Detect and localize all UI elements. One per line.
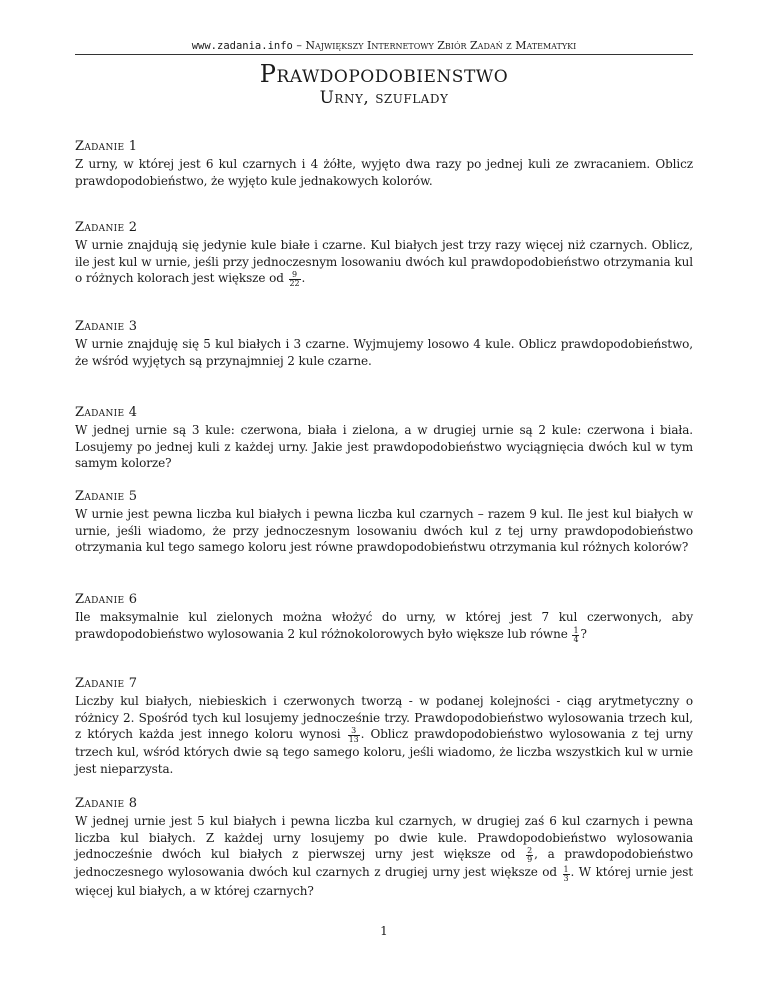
problem-heading: Zadanie 4 bbox=[75, 405, 138, 420]
problem-text-content: Z urny, w której jest 6 kul czarnych i 4 żółte, wyjęto dwa razy po jednej kuli ze zwracaniem. Oblicz prawdopodobieństwo, że wyjęto kule jednakowych kolorów. bbox=[75, 157, 693, 188]
fraction-numerator: 2 bbox=[527, 846, 533, 856]
fraction bbox=[348, 727, 360, 744]
fraction-denominator: 13 bbox=[348, 735, 359, 745]
problem-text bbox=[75, 506, 693, 556]
problem-5 bbox=[75, 489, 693, 556]
problem-text bbox=[75, 422, 693, 472]
problem-1 bbox=[75, 139, 693, 189]
header-tagline: Największy Internetowy Zbiór Zadań z Matematyki bbox=[305, 39, 577, 52]
problem-text bbox=[75, 693, 693, 777]
fraction-denominator: 9 bbox=[527, 855, 533, 865]
problem-8 bbox=[75, 796, 693, 899]
problem-2 bbox=[75, 220, 693, 288]
problem-text-content: Liczby kul białych, niebieskich i czerwonych tworzą - w podanej kolejności - ciąg arytmetyczny o różnicy 2. Spośród tych kul losujemy jednocześnie trzy. Prawdopodobieństwo wylosowania trzech kul, z których każda jest innego koloru wynosi bbox=[75, 694, 693, 741]
fraction-denominator: 4 bbox=[573, 634, 579, 644]
problem-text-content: W jednej urnie jest 5 kul białych i pewna liczba kul czarnych, w drugiej zaś 6 kul czarnych i pewna liczba kul białych. Z każdej urny losujemy po dwie kule. Prawdopodobieństwo wylosowania jednocześnie dwóch kul białych z pierwszej urny jest większe od bbox=[75, 814, 693, 861]
running-header bbox=[0, 39, 768, 53]
problem-heading: Zadanie 1 bbox=[75, 139, 138, 154]
fraction-numerator: 1 bbox=[563, 864, 569, 874]
problem-text-end: . Oblicz prawdopodobieństwo wylosowania z tej urny trzech kul, wśród których dwie są tego samego koloru, jeśli wiadomo, że liczba wszystkich kul w urnie jest nieparzysta. bbox=[75, 727, 693, 776]
page-number: 1 bbox=[380, 924, 388, 938]
fraction-numerator: 3 bbox=[348, 727, 360, 736]
problem-heading: Zadanie 3 bbox=[75, 319, 138, 334]
problem-text-end: ? bbox=[580, 626, 587, 641]
problem-heading: Zadanie 7 bbox=[75, 676, 138, 691]
problem-text-end: . bbox=[301, 271, 306, 285]
problem-text-content: W urnie znajduję się 5 kul białych i 3 czarne. Wyjmujemy losowo 4 kule. Oblicz prawdopodobieństwo, że wśród wyjętych są przynajmniej 2 kule czarne. bbox=[75, 337, 693, 368]
fraction bbox=[572, 627, 579, 644]
problem-text-content: W urnie znajdują się jedynie kule białe i czarne. Kul białych jest trzy razy więcej niż czarnych. Oblicz, ile jest kul w urnie, jeśli przy jednoczesnym losowaniu dwóch kul prawdopodobieństwo otrzymania kul o różnych kolorach jest większe od bbox=[75, 238, 693, 285]
fraction-denominator: 3 bbox=[563, 873, 569, 883]
page-subtitle: Urny, szuflady bbox=[319, 88, 449, 108]
fraction-denominator: 22 bbox=[289, 279, 300, 289]
problem-text bbox=[75, 156, 693, 189]
fraction-numerator: 1 bbox=[573, 625, 579, 635]
problem-text bbox=[75, 237, 693, 288]
problem-heading: Zadanie 8 bbox=[75, 796, 138, 811]
header-rule bbox=[75, 54, 693, 55]
page-title: Prawdopodobienstwo bbox=[259, 60, 509, 88]
fraction bbox=[289, 271, 301, 288]
problem-heading: Zadanie 5 bbox=[75, 489, 138, 504]
problem-4 bbox=[75, 405, 693, 472]
header-url[interactable]: www.zadania.info bbox=[191, 40, 293, 52]
problem-heading: Zadanie 2 bbox=[75, 220, 138, 235]
problem-text-content: W jednej urnie są 3 kule: czerwona, biała i zielona, a w drugiej urnie są 2 kule: czerwona i biała. Losujemy po jednej kuli z każdej urny. Jakie jest prawdopodobieństwo wyciągnięcia dwóch kul w tym samym kolorze? bbox=[75, 423, 693, 470]
problem-text-content: Ile maksymalnie kul zielonych można włożyć do urny, w której jest 7 kul czerwonych, aby prawdopodobieństwo wylosowania 2 kul różnokolorowych było większe lub równe bbox=[75, 610, 693, 641]
problem-text bbox=[75, 336, 693, 369]
problem-7 bbox=[75, 676, 693, 777]
fraction-numerator: 9 bbox=[289, 271, 301, 280]
problem-text-content: W urnie jest pewna liczba kul białych i pewna liczba kul czarnych – razem 9 kul. Ile jest kul białych w urnie, jeśli wiadomo, że przy jednoczesnym losowaniu dwóch kul z tej urny prawdopodobieństwo otrzymania kul tego samego koloru jest równe prawdopodobieństwu otrzymania kul różnych kolorów? bbox=[75, 507, 693, 554]
problem-text-end: . W której urnie jest więcej kul białych, a w której czarnych? bbox=[75, 865, 693, 898]
fraction bbox=[563, 866, 570, 883]
problem-3 bbox=[75, 319, 693, 369]
header-separator: – bbox=[292, 39, 306, 52]
problem-text bbox=[75, 609, 693, 644]
fraction bbox=[526, 847, 533, 864]
problem-heading: Zadanie 6 bbox=[75, 592, 138, 607]
problem-6 bbox=[75, 592, 693, 644]
problem-text-middle: , a prawdopodobieństwo jednoczesnego wylosowania dwóch kul czarnych z drugiej urny jest większe od bbox=[75, 847, 693, 880]
problem-text bbox=[75, 813, 693, 899]
